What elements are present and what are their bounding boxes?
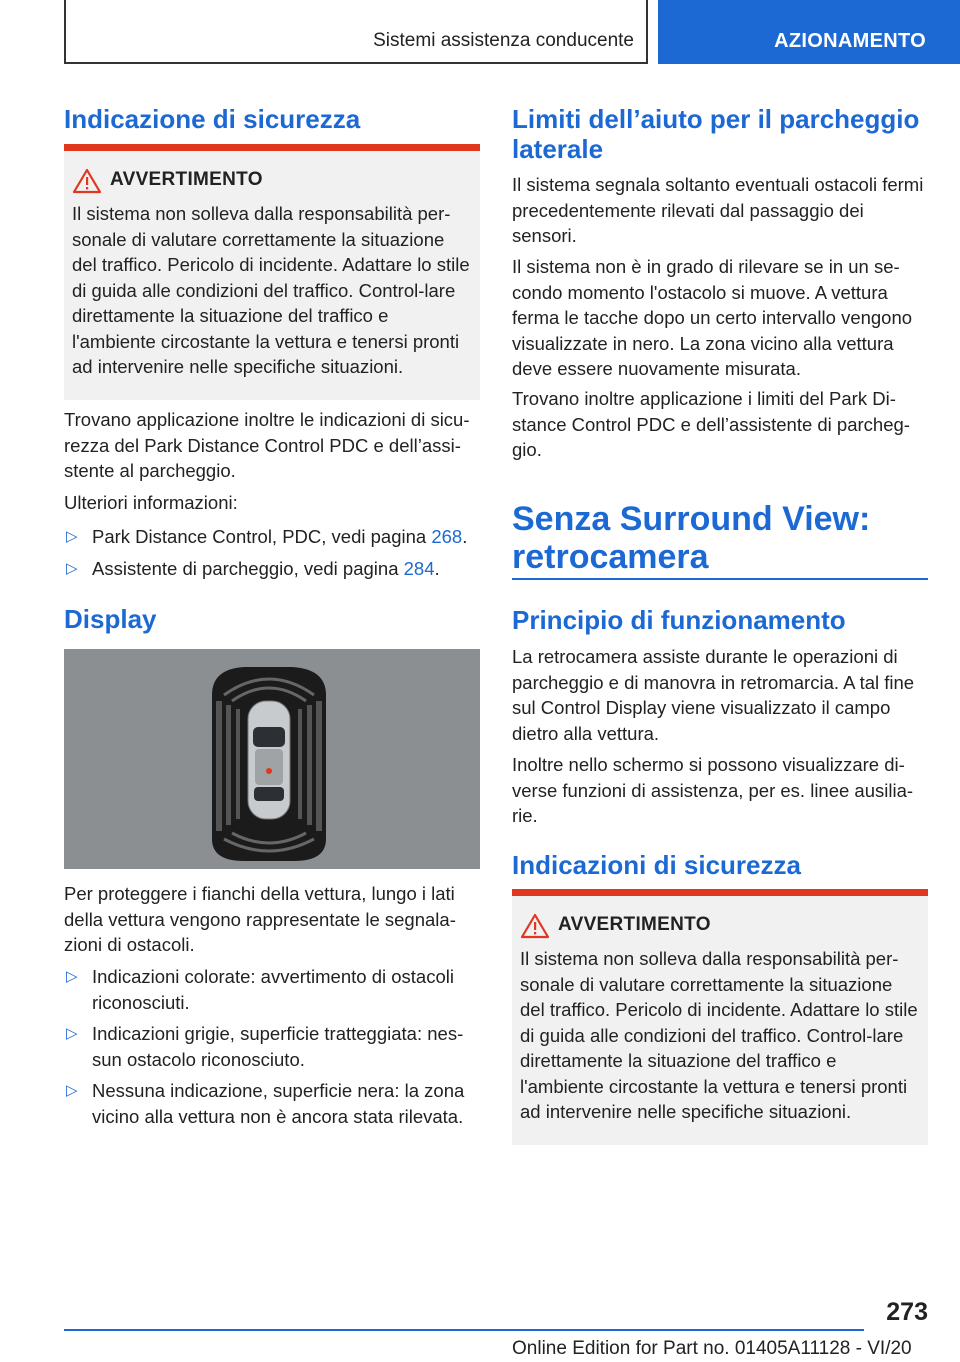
warning-title: AVVERTIMENTO bbox=[558, 914, 711, 935]
section-divider bbox=[512, 578, 928, 580]
heading-display: Display bbox=[64, 604, 157, 634]
bullet-triangle-icon: ▷ bbox=[66, 560, 78, 577]
warning-triangle-icon bbox=[520, 913, 550, 944]
page-number: 273 bbox=[886, 1298, 928, 1326]
header-section bbox=[64, 0, 648, 64]
list-item: ▷ Park Distance Control, PDC, vedi pagina 268. bbox=[64, 524, 480, 550]
list-item: ▷ Assistente di parcheggio, vedi pagina 284. bbox=[64, 556, 480, 582]
warning-body: Il sistema non solleva dalla responsabilità per-sonale di valutare correttamente la situazione del traffico. Pericolo di incidente. Adattare lo stile di guida alle condizioni del traffico. Control-lare direttamente la situazione del traffico e l'ambiente circostante la vettura e tenersi pronti ad intervenire nelle specifiche situazioni. bbox=[72, 203, 470, 377]
paragraph-safety-ref: Trovano applicazione inoltre le indicazioni di sicu-rezza del Park Distance Control PDC e dell’assi-stente al parcheggio. bbox=[64, 409, 470, 481]
warning-box bbox=[512, 889, 928, 1145]
list-item: ▷ Indicazioni colorate: avvertimento di ostacoli riconosciuti. bbox=[66, 966, 454, 1013]
warning-triangle-icon bbox=[72, 168, 102, 199]
header-chapter-title: AZIONAMENTO bbox=[774, 30, 926, 52]
heading-indicazioni-sicurezza: Indicazioni di sicurezza bbox=[512, 850, 801, 880]
page-link-268[interactable]: 268 bbox=[431, 526, 463, 547]
bullet-triangle-icon: ▷ bbox=[66, 528, 78, 545]
heading-limiti-parcheggio: Limiti dell’aiuto per il parcheggio laterale bbox=[512, 104, 920, 164]
bullet-triangle-icon: ▷ bbox=[66, 1025, 78, 1042]
paragraph-principio-1: La retrocamera assiste durante le operazioni di parcheggio e di manovra in retromarcia. A tal fine sul Control Display viene visualizzato il campo dietro alla vettura. bbox=[512, 646, 915, 744]
warning-body: Il sistema non solleva dalla responsabilità per-sonale di valutare correttamente la situazione del traffico. Pericolo di incidente. Adattare lo stile di guida alle condizioni del traffico. Control-lare direttamente la situazione del traffico e l'ambiente circostante la vettura e tenersi pronti ad intervenire nelle specifiche situazioni. bbox=[520, 948, 918, 1122]
footer-divider bbox=[64, 1329, 864, 1331]
page-link-284[interactable]: 284 bbox=[403, 558, 435, 579]
list-item: ▷ Nessuna indicazione, superficie nera: la zona vicino alla vettura non è ancora stata rilevata. bbox=[66, 1080, 465, 1127]
paragraph-limiti-1: Il sistema segnala soltanto eventuali ostacoli fermi precedentemente rilevati dal passaggio dei sensori. bbox=[512, 174, 924, 246]
paragraph-more-info: Ulteriori informazioni: bbox=[64, 492, 238, 513]
header-chapter-tab[interactable] bbox=[658, 0, 960, 64]
header-section-title: Sistemi assistenza conducente bbox=[373, 30, 634, 51]
heading-indicazione-sicurezza: Indicazione di sicurezza bbox=[64, 104, 361, 134]
heading-principio: Principio di funzionamento bbox=[512, 605, 846, 635]
footer-edition: Online Edition for Part no. 01405A11128 - VI/20 bbox=[512, 1338, 912, 1359]
bullet-triangle-icon: ▷ bbox=[66, 1082, 78, 1099]
paragraph-limiti-2: Il sistema non è in grado di rilevare se in un se-condo momento l'ostacolo si muove. A vettura ferma le tacche dopo un certo intervallo vengono visualizzate in nero. La zona vicino alla vettura deve essere nuovamente misurata. bbox=[512, 256, 913, 379]
list-item: ▷ Indicazioni grigie, superficie tratteggiata: nes-sun ostacolo riconosciuto. bbox=[66, 1023, 464, 1070]
paragraph-limiti-3: Trovano inoltre applicazione i limiti del Park Di-stance Control PDC e dell’assistente di parcheg-gio. bbox=[512, 388, 910, 460]
parking-display-illustration bbox=[64, 649, 480, 869]
paragraph-principio-2: Inoltre nello schermo si possono visualizzare di-verse funzioni di assistenza, per es. linee ausilia-rie. bbox=[512, 754, 914, 826]
bullet-triangle-icon: ▷ bbox=[66, 968, 78, 985]
heading-senza-surround-view: Senza Surround View: retrocamera bbox=[512, 500, 871, 576]
warning-title: AVVERTIMENTO bbox=[110, 169, 263, 190]
paragraph-display-desc: Per proteggere i fianchi della vettura, lungo i lati della vettura vengono rappresentate le segnala-zioni di ostacoli. bbox=[64, 883, 456, 955]
warning-box bbox=[64, 144, 480, 400]
